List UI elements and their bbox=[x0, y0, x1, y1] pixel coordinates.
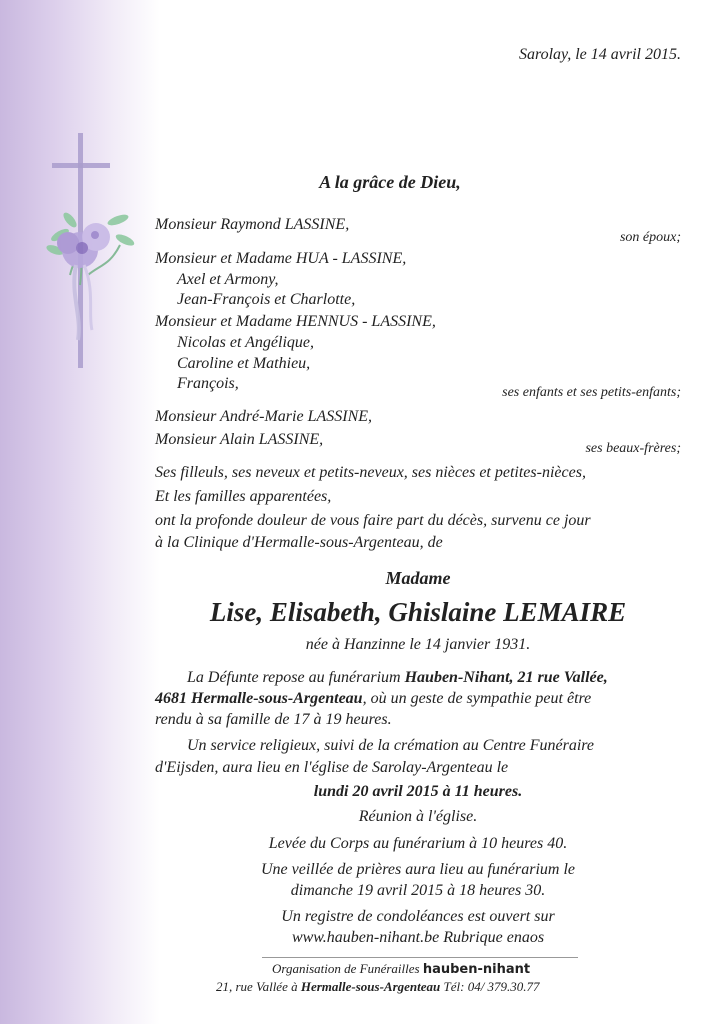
service-date: lundi 20 avril 2015 à 11 heures. bbox=[313, 783, 523, 800]
place-date: Sarolay, le 14 avril 2015. bbox=[518, 46, 681, 63]
invocation: A la grâce de Dieu, bbox=[319, 172, 461, 192]
hennus-family: Monsieur et Madame HENNUS - LASSINE, bbox=[155, 313, 436, 330]
arrangement-line-3: rendu à sa famille de 17 à 19 heures. bbox=[155, 711, 392, 728]
deceased-name: Lise, Elisabeth, Ghislaine LEMAIRE bbox=[209, 597, 627, 627]
hennus-child: Caroline et Mathieu, bbox=[177, 355, 311, 372]
vigil-line-1: Une veillée de prières aura lieu au funérarium le bbox=[261, 861, 575, 878]
husband-name: Monsieur Raymond LASSINE, bbox=[155, 216, 350, 233]
brother-name: Monsieur Alain LASSINE, bbox=[155, 431, 324, 448]
arrangement-line-2: 4681 Hermalle-sous-Argenteau, où un geste de sympathie peut être bbox=[155, 690, 592, 707]
hennus-child: François, bbox=[177, 375, 239, 392]
brother-name: Monsieur André-Marie LASSINE, bbox=[155, 408, 373, 425]
register-line-1: Un registre de condoléances est ouvert sur bbox=[281, 908, 555, 925]
footer-divider bbox=[262, 957, 578, 958]
others-line: Et les familles apparentées, bbox=[155, 488, 332, 505]
levee-info: Levée du Corps au funérarium à 10 heures 40. bbox=[268, 835, 568, 852]
footer-organisation: Organisation de Funérailles hauben-nihant bbox=[272, 961, 531, 977]
meeting-info: Réunion à l'église. bbox=[358, 808, 478, 825]
husband-role: son époux; bbox=[619, 230, 681, 245]
vigil-line-2: dimanche 19 avril 2015 à 18 heures 30. bbox=[290, 882, 546, 899]
brand-logo: hauben-nihant bbox=[422, 962, 531, 977]
hua-child: Jean-François et Charlotte, bbox=[177, 291, 356, 308]
cross-with-flowers-icon bbox=[40, 125, 150, 375]
service-line-1: Un service religieux, suivi de la crémation au Centre Funéraire bbox=[187, 737, 595, 754]
brothers-role: ses beaux-frères; bbox=[585, 441, 681, 456]
hua-child: Axel et Armony, bbox=[177, 271, 279, 288]
register-line-2: www.hauben-nihant.be Rubrique enaos bbox=[291, 929, 545, 946]
hua-family: Monsieur et Madame HUA - LASSINE, bbox=[155, 250, 407, 267]
birth-info: née à Hanzinne le 14 janvier 1931. bbox=[305, 636, 531, 653]
others-line: à la Clinique d'Hermalle-sous-Argenteau, de bbox=[155, 534, 443, 551]
arrangement-line-1: La Défunte repose au funérarium Hauben-Nihant, 21 rue Vallée, bbox=[187, 669, 608, 686]
deceased-title: Madame bbox=[385, 568, 451, 588]
others-line: Ses filleuls, ses neveux et petits-neveux, ses nièces et petites-nièces, bbox=[155, 464, 586, 481]
service-line-2: d'Eijsden, aura lieu en l'église de Sarolay-Argenteau le bbox=[155, 759, 509, 776]
children-role: ses enfants et ses petits-enfants; bbox=[502, 385, 681, 400]
footer-address: 21, rue Vallée à Hermalle-sous-Argenteau Tél: 04/ 379.30.77 bbox=[216, 979, 540, 994]
others-line: ont la profonde douleur de vous faire part du décès, survenu ce jour bbox=[155, 512, 591, 529]
hennus-child: Nicolas et Angélique, bbox=[177, 334, 315, 351]
